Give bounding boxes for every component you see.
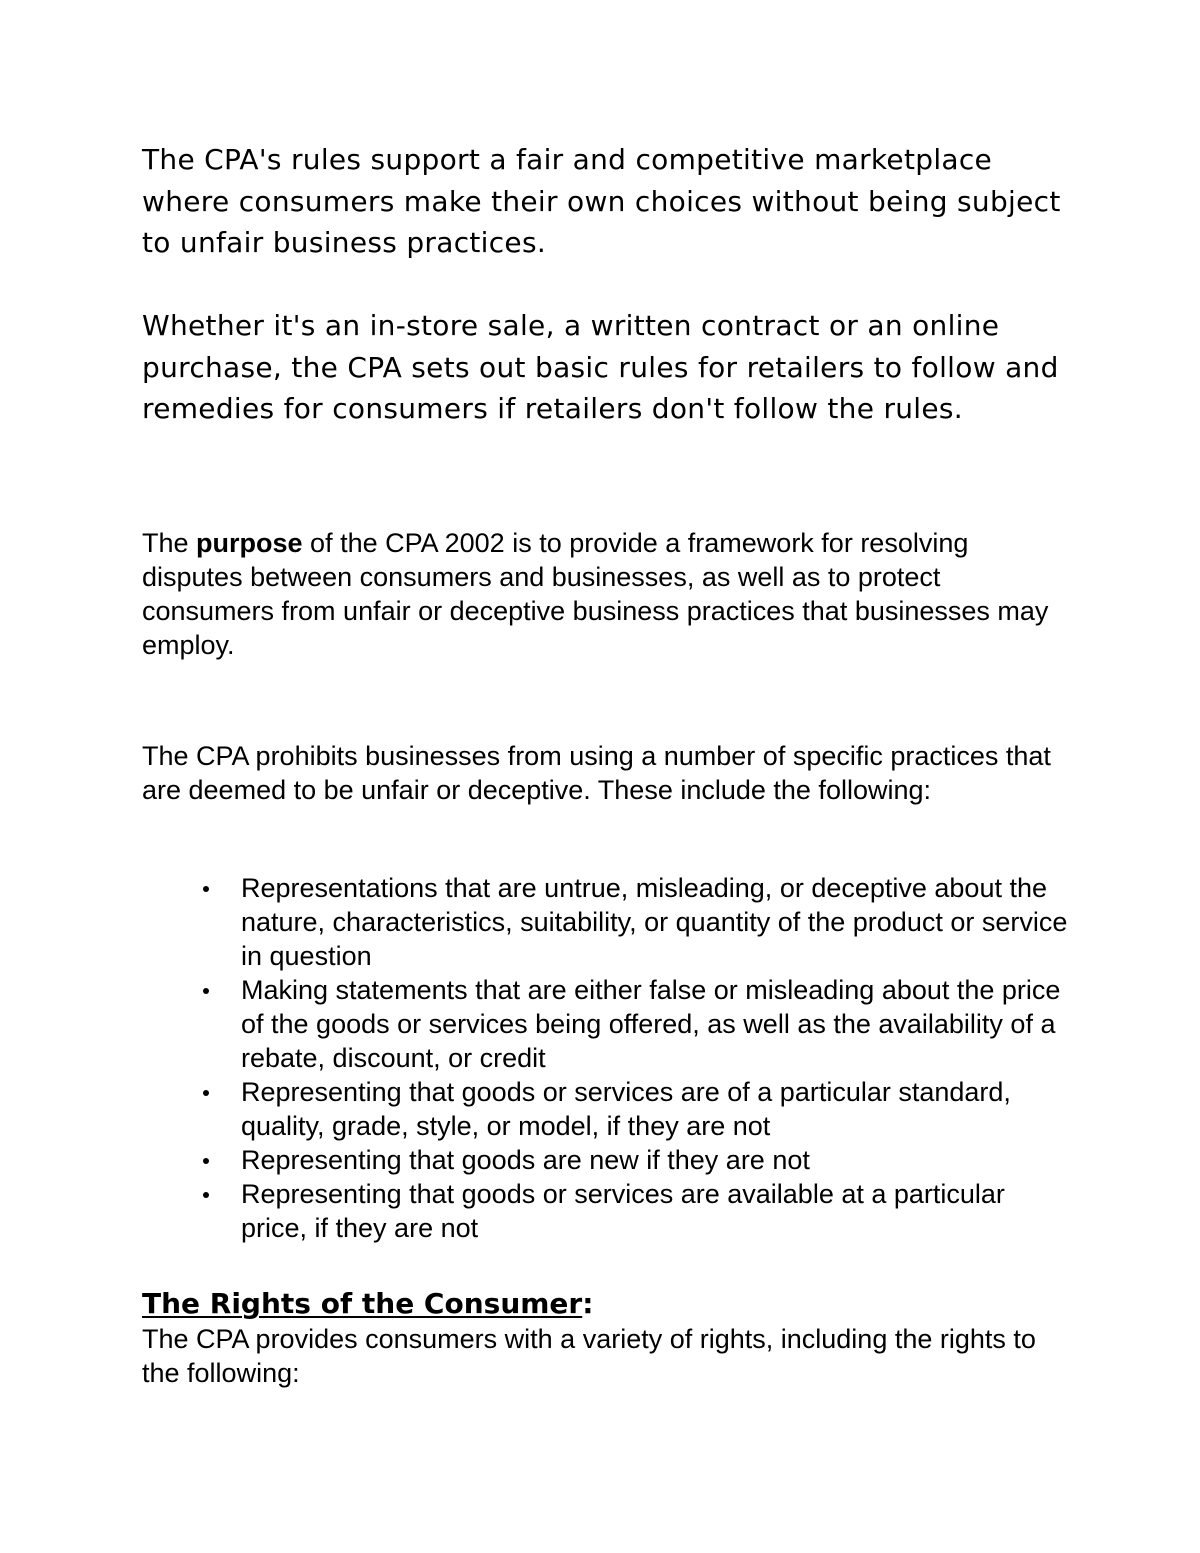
list-item-text: Representing that goods or services are available at a particular price, if they are not bbox=[241, 1179, 1005, 1243]
list-item-text: Representing that goods are new if they are not bbox=[241, 1145, 810, 1175]
bullet-icon bbox=[203, 1090, 209, 1096]
list-item-text: Representing that goods or services are of a particular standard, quality, grade, style, or model, if they are not bbox=[241, 1077, 1011, 1141]
purpose-bold-word: purpose bbox=[196, 528, 303, 558]
prohibitions-paragraph: The CPA prohibits businesses from using a number of specific practices that are deemed to be unfair or deceptive. These include the following: bbox=[142, 741, 1051, 805]
list-item-text: Representations that are untrue, misleading, or deceptive about the nature, characteristics, suitability, or quantity of the product or service in question bbox=[241, 873, 1068, 971]
list-item bbox=[142, 1177, 1072, 1245]
rights-heading-colon: : bbox=[582, 1287, 594, 1320]
bullet-icon bbox=[203, 1192, 209, 1198]
rights-paragraph: The CPA provides consumers with a variety of rights, including the rights to the following: bbox=[142, 1324, 1036, 1388]
rights-heading-text: The Rights of the Consumer bbox=[142, 1287, 583, 1320]
bullet-icon bbox=[203, 988, 209, 994]
intro-paragraph: The CPA's rules support a fair and competitive marketplace where consumers make their own choices without being subject to unfair business practices. bbox=[142, 143, 1061, 259]
rules-paragraph: Whether it's an in-store sale, a written contract or an online purchase, the CPA sets out basic rules for retailers to follow and remedies for consumers if retailers don't follow the rules. bbox=[142, 309, 1059, 425]
list-item bbox=[142, 1143, 1072, 1177]
prohibited-practices-list bbox=[142, 871, 1072, 1245]
purpose-paragraph bbox=[142, 526, 1072, 662]
rights-heading bbox=[142, 1284, 593, 1324]
list-item bbox=[142, 973, 1072, 1075]
bullet-icon bbox=[203, 1158, 209, 1164]
purpose-text-end: of the CPA 2002 is to provide a framework for resolving disputes between consumers and businesses, as well as to protect consumers from unfair or deceptive business practices that businesses may employ. bbox=[142, 528, 1049, 660]
list-item-text: Making statements that are either false or misleading about the price of the goods or services being offered, as well as the availability of a rebate, discount, or credit bbox=[241, 975, 1061, 1073]
bullet-icon bbox=[203, 886, 209, 892]
purpose-text-start: The bbox=[142, 528, 197, 558]
list-item bbox=[142, 871, 1072, 973]
list-item bbox=[142, 1075, 1072, 1143]
